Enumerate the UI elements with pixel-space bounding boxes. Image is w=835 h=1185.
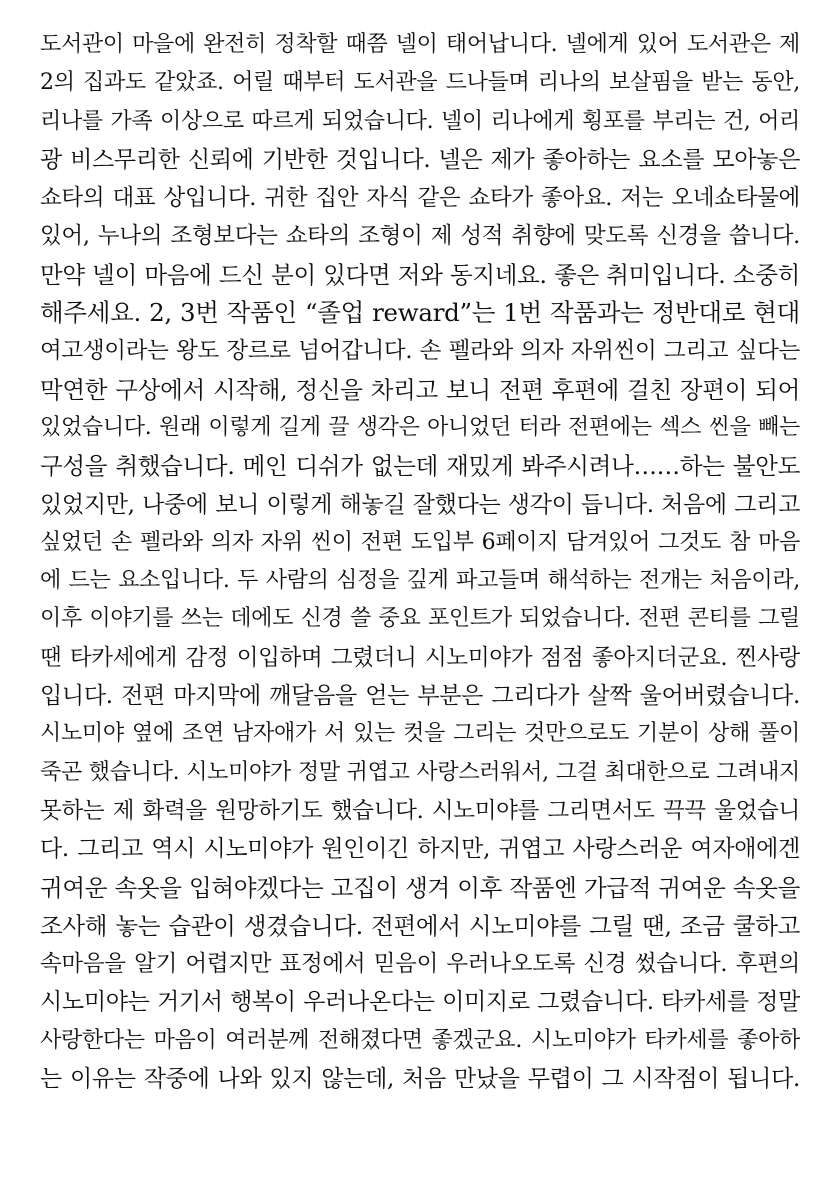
- text-line: 막연한 구상에서 시작해, 정신을 차리고 보니 전편 후편에 걸친 장편이 되어: [40, 375, 800, 404]
- text-line: 속마음을 알기 어렵지만 표정에서 믿음이 우러나오도록 신경 썼습니다. 후편의: [40, 951, 800, 978]
- text-line: 도서관이 마을에 완전히 정착할 때쯤 넬이 태어납니다. 넬에게 있어 도서관은 제: [40, 32, 800, 57]
- text-line: 해주세요. 2, 3번 작품인 “졸업 reward”는 1번 작품과는 정반대로 현대: [40, 298, 800, 328]
- text-line: 2의 집과도 같았죠. 어릴 때부터 도서관을 드나들며 리나의 보살핌을 받는 동안,: [40, 70, 800, 96]
- text-line: 이후 이야기를 쓰는 데에도 신경 쓸 중요 포인트가 되었습니다. 전편 콘티를 그릴: [40, 606, 800, 632]
- text-line: 는 이유는 작중에 나와 있지 않는데, 처음 만났을 무렵이 그 시작점이 됩니다.: [40, 1066, 800, 1093]
- text-line: 입니다. 전편 마지막에 깨달음을 얻는 부분은 그리다가 살짝 울어버렸습니다.: [40, 683, 800, 710]
- text-line: 리나를 가족 이상으로 따르게 되었습니다. 넬이 리나에게 횡포를 부리는 건, 어리: [40, 108, 800, 134]
- body-text: [40, 26, 800, 1098]
- text-line: 싶었던 손 펠라와 의자 자위 씬이 전편 도입부 6페이지 담겨있어 그것도 참 마음: [40, 529, 800, 555]
- text-line: 쇼타의 대표 상입니다. 귀한 집안 자식 같은 쇼타가 좋아요. 저는 오네쇼타물에: [40, 185, 800, 212]
- text-line: 구성을 취했습니다. 메인 디쉬가 없는데 재밌게 봐주시려나……하는 불안도: [40, 452, 800, 481]
- text-line: 땐 타카세에게 감정 이입하며 그렸더니 시노미야가 점점 좋아지더군요. 찐사랑: [40, 644, 800, 671]
- text-line: 사랑한다는 마음이 여러분께 전해졌다면 좋겠군요. 시노미야가 타카세를 좋아하: [40, 1027, 800, 1053]
- text-line: 광 비스무리한 신뢰에 기반한 것입니다. 넬은 제가 좋아하는 요소를 모아놓은: [40, 146, 800, 173]
- text-line: 있어, 누나의 조형보다는 쇼타의 조형이 제 성적 취향에 맞도록 신경을 씁니다.: [40, 223, 800, 250]
- text-line: 있었지만, 나중에 보니 이렇게 해놓길 잘했다는 생각이 듭니다. 처음에 그리고: [40, 491, 800, 518]
- text-line: 조사해 놓는 습관이 생겼습니다. 전편에서 시노미야를 그릴 땐, 조금 쿨하고: [40, 911, 800, 940]
- text-line: 죽곤 했습니다. 시노미야가 정말 귀엽고 사랑스러워서, 그걸 최대한으로 그려내지: [40, 759, 800, 785]
- text-line: 시노미야 옆에 조연 남자애가 서 있는 컷을 그리는 것만으로도 기분이 상해 풀이: [40, 721, 800, 747]
- text-line: 만약 넬이 마음에 드신 분이 있다면 저와 동지네요. 좋은 취미입니다. 소중히: [40, 260, 800, 289]
- text-line: 못하는 제 화력을 원망하기도 했습니다. 시노미야를 그리면서도 끅끅 울었습니: [40, 797, 800, 824]
- text-line: 다. 그리고 역시 시노미야가 원인이긴 하지만, 귀엽고 사랑스러운 여자애에겐: [40, 836, 800, 863]
- text-line: 여고생이라는 왕도 장르로 넘어갑니다. 손 펠라와 의자 자위씬이 그리고 싶다는: [40, 338, 800, 365]
- text-line: 에 드는 요소입니다. 두 사람의 심정을 깊게 파고들며 해석하는 전개는 처음이라,: [40, 568, 800, 594]
- text-line: 있었습니다. 원래 이렇게 길게 끌 생각은 아니었던 터라 전편에는 섹스 씬을 빼는: [40, 414, 800, 440]
- text-line: 귀여운 속옷을 입혀야겠다는 고집이 생겨 이후 작품엔 가급적 귀여운 속옷을: [40, 873, 800, 902]
- text-line: 시노미야는 거기서 행복이 우러나온다는 이미지로 그렸습니다. 타카세를 정말: [40, 989, 800, 1016]
